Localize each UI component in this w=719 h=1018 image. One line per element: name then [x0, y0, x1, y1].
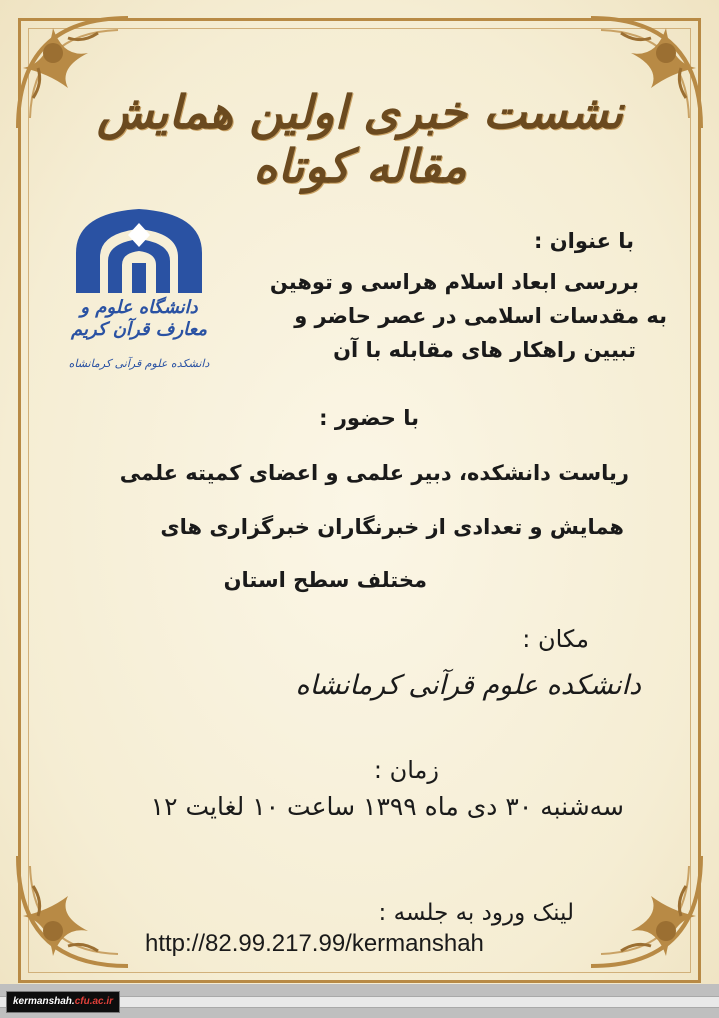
- badge-domain: cfu.ac.ir: [74, 996, 114, 1007]
- university-logo: [48, 205, 230, 380]
- site-badge[interactable]: [6, 991, 120, 1013]
- corner-ornament-icon: [581, 846, 711, 976]
- corner-ornament-icon: [8, 846, 138, 976]
- place-value: دانشکده علوم قرآنی کرمانشاه: [295, 670, 641, 701]
- presence-line-1: ریاست دانشکده، دبیر علمی و اعضای کمیته علمی: [119, 461, 629, 485]
- logo-line-2: معارف قرآن کریم: [71, 319, 207, 340]
- logo-subtitle: دانشکده علوم قرآنی کرمانشاه: [68, 357, 210, 370]
- presence-line-3: مختلف سطح استان: [223, 568, 427, 592]
- dome-logo-icon: [48, 205, 230, 297]
- presence-line-2: همایش و تعدادی از خبرنگاران خبرگزاری های: [160, 515, 624, 539]
- page-title: نشست خبری اولین همایش مقاله کوتاه: [96, 85, 623, 193]
- subject-line-1: بررسی ابعاد اسلام هراسی و توهین: [269, 270, 639, 294]
- badge-prefix: kermanshah.: [13, 996, 75, 1007]
- logo-line-1: دانشگاه علوم و: [80, 297, 198, 318]
- time-value: سه‌شنبه ۳۰ دی ماه ۱۳۹۹ ساعت ۱۰ لغایت ۱۲: [150, 792, 624, 821]
- logo-title: [48, 297, 230, 341]
- presence-label: با حضور :: [319, 406, 419, 430]
- subject-label: با عنوان :: [534, 229, 634, 253]
- time-label: زمان :: [373, 756, 439, 784]
- subject-line-2: به مقدسات اسلامی در عصر حاضر و: [294, 304, 667, 328]
- place-label: مکان :: [522, 625, 589, 653]
- meeting-link[interactable]: http://82.99.217.99/kermanshah: [145, 930, 484, 957]
- subject-line-3: تبیین راهکار های مقابله با آن: [333, 338, 636, 362]
- link-label: لینک ورود به جلسه :: [378, 900, 574, 926]
- footer-bar: [0, 984, 719, 1018]
